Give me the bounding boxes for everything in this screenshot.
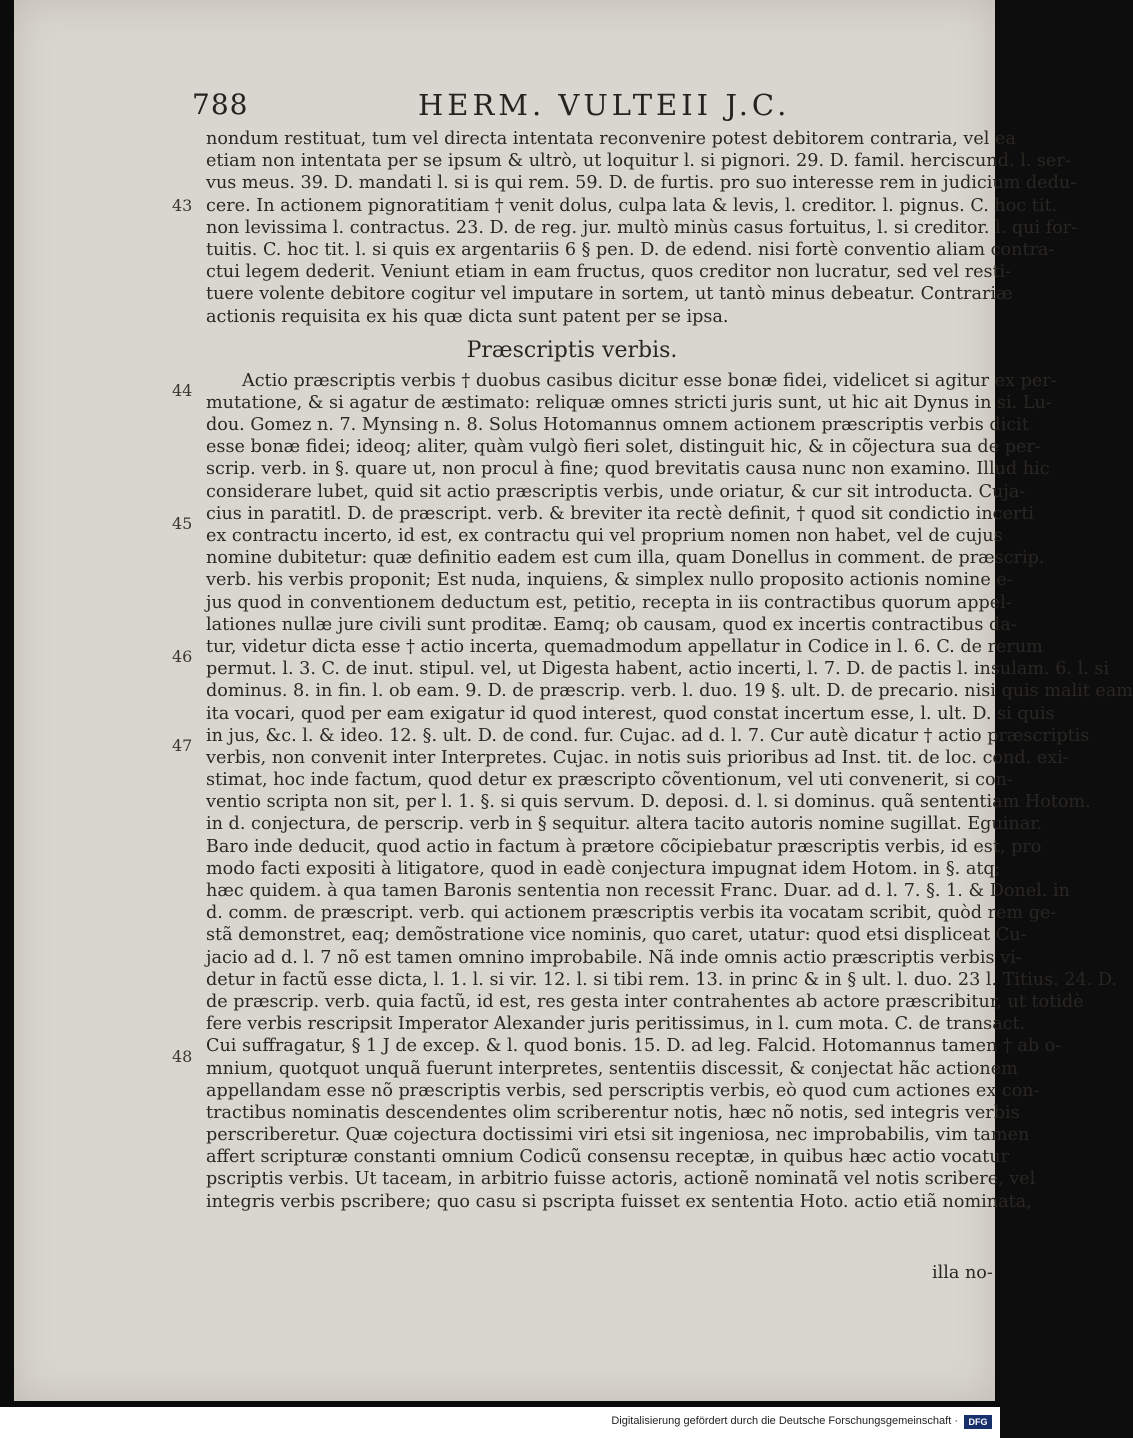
text-line: tractibus nominatis descendentes olim scriberentur notis, hæc nõ notis, sed integris verbis xyxy=(206,1102,1020,1123)
text-line: appellandam esse nõ præscriptis verbis, sed perscriptis verbis, eò quod cum actiones ex con- xyxy=(206,1080,1040,1101)
text-line: scrip. verb. in §. quare ut, non procul à fine; quod brevitatis causa nunc non examino. Illud hic xyxy=(206,459,1050,480)
text-line: in jus, &c. l. & ideo. 12. §. ult. D. de cond. fur. Cujac. ad d. l. 7. Cur autè dicatur † actio præscriptis xyxy=(206,725,1090,746)
text-line: stimat, hoc inde factum, quod detur ex præscripto cõventionum, vel uti convenerit, si con- xyxy=(206,770,1013,791)
text-line: de præscrip. verb. quia factũ, id est, res gesta inter contrahentes ab actore præscribitur, ut totidè xyxy=(206,991,1084,1012)
margin-number: 45 xyxy=(172,514,193,533)
text-line: perscriberetur. Quæ cojectura doctissimi viri etsi sit ingeniosa, nec improbabilis, vim tamen xyxy=(206,1125,1030,1146)
text-line: considerare lubet, quid sit actio præscriptis verbis, unde oriatur, & cur sit introducta. Cuja- xyxy=(206,481,1026,502)
text-line: nondum restituat, tum vel directa intentata reconvenire potest debitorem contraria, vel ea xyxy=(206,129,1016,149)
text-block-praescriptis-verbis xyxy=(206,370,1133,1213)
text-line: ventio scripta non sit, per l. 1. §. si quis servum. D. deposi. d. l. si dominus. quã sententiam Hotom. xyxy=(206,792,1091,813)
text-line: verb. his verbis proponit; Est nuda, inquiens, & simplex nullo proposito actionis nomine e- xyxy=(206,570,1013,591)
text-line: esse bonæ fidei; ideoq; aliter, quàm vulgò fieri solet, distinguit hic, & in cõjectura sua de per- xyxy=(206,437,1041,458)
text-line: Actio præscriptis verbis † duobus casibus dicitur esse bonæ fidei, videlicet si agitur ex per- xyxy=(242,370,1057,391)
text-line: tur, videtur dicta esse † actio incerta, quemadmodum appellatur in Codice in l. 6. C. de rerum xyxy=(206,636,1043,657)
text-line: permut. l. 3. C. de inut. stipul. vel, ut Digesta habent, actio incerti, l. 7. D. de pactis l. insulam. 6. l. si xyxy=(206,659,1110,680)
text-line: tuitis. C. hoc tit. l. si quis ex argentariis 6 § pen. D. de edend. nisi fortè conventio aliam contra- xyxy=(206,239,1055,260)
text-line: modo facti expositi à litigatore, quod in eadè conjectura impugnat idem Hotom. in §. atq; xyxy=(206,858,1001,879)
margin-number: 47 xyxy=(172,736,193,755)
text-line: actionis requisita ex his quæ dicta sunt patent per se ipsa. xyxy=(206,306,729,327)
section-heading: Præscriptis verbis. xyxy=(466,337,678,363)
text-line: lationes nullæ jure civili sunt proditæ. Eamq; ob causam, quod ex incertis contractibus da- xyxy=(206,614,1017,635)
page-header xyxy=(192,88,962,128)
text-line: in d. conjectura, de perscrip. verb in § sequitur. altera tacito autoris nomine sugillat. Eguinar. xyxy=(206,814,1043,835)
body-text xyxy=(172,128,1133,1213)
text-line: etiam non intentata per se ipsum & ultrò, ut loquitur l. si pignori. 29. D. famil. herciscund. l. ser- xyxy=(206,151,1071,172)
text-line: Cui suffragatur, § 1 J de excep. & l. quod bonis. 15. D. ad leg. Falcid. Hotomannus tamen † ab o- xyxy=(206,1036,1062,1057)
text-line: pscriptis verbis. Ut taceam, in arbitrio fuisse actoris, actionẽ nominatã vel notis scribere, vel xyxy=(206,1169,1036,1190)
text-line: ctui legem dederit. Veniunt etiam in eam fructus, quos creditor non lucratur, sed vel resti- xyxy=(206,262,1012,283)
text-line: fere verbis rescripsit Imperator Alexander juris peritissimus, in l. cum mota. C. de transact. xyxy=(206,1014,1026,1035)
footer-bar xyxy=(0,1407,1000,1438)
text-line: jacio ad d. l. 7 nõ est tamen omnino improbabile. Nã inde omnis actio præscriptis verbis vi- xyxy=(206,947,1022,968)
text-line: hæc quidem. à qua tamen Baronis sententia non recessit Franc. Duar. ad d. l. 7. §. 1. & Donel. in xyxy=(206,881,1070,901)
text-line: integris verbis pscribere; quo casu si pscripta fuisset ex sententia Hoto. actio etiã nominata, xyxy=(206,1191,1032,1212)
text-block-pignoratitia xyxy=(206,128,1078,328)
text-line: Baro inde deducit, quod actio in factum à prætore cõcipiebatur præscriptis verbis, id est, pro xyxy=(206,836,1042,857)
text-line: vus meus. 39. D. mandati l. si is qui rem. 59. D. de furtis. pro suo interesse rem in judicium dedu- xyxy=(206,173,1077,194)
text-line: mnium, quotquot unquã fuerunt interpretes, sententiis discessit, & conjectat hãc actionem xyxy=(206,1058,1018,1079)
text-line: jus quod in conventionem deductum est, petitio, recepta in iis contractibus quorum appel- xyxy=(206,592,1012,613)
margin-number: 46 xyxy=(172,647,193,666)
text-line: stã demonstret, eaq; demõstratione vice nominis, quo caret, utatur: quod etsi displiceat Cu- xyxy=(206,925,1027,946)
catchword: illa no- xyxy=(932,1263,993,1283)
dfg-logo: DFG xyxy=(964,1415,992,1429)
margin-number: 44 xyxy=(172,381,193,400)
text-line: detur in factũ esse dicta, l. 1. l. si vir. 12. l. si tibi rem. 13. in princ & in § ult. l. duo. 23 l. Titius. 24. D. xyxy=(206,969,1117,990)
text-line: tuere volente debitore cogitur vel imputare in sortem, ut tantò minus debeatur. Contrariæ xyxy=(206,284,1013,305)
margin-number: 43 xyxy=(172,195,193,215)
footer-credit: Digitalisierung gefördert durch die Deutsche Forschungsgemeinschaft · xyxy=(611,1415,958,1427)
text-line: verbis, non convenit inter Interpretes. Cujac. in notis suis prioribus ad Inst. tit. de loc. cond. exi- xyxy=(206,747,1069,768)
text-line: ita vocari, quod per eam exigatur id quod interest, quod constat incertum esse, l. ult. D. si quis xyxy=(206,703,1055,724)
text-line: d. comm. de præscript. verb. qui actionem præscriptis verbis ita vocatam scribit, quòd rem ge- xyxy=(206,903,1057,924)
text-line: cere. In actionem pignoratitiam † venit dolus, culpa lata & levis, l. creditor. l. pignus. C. hoc tit. xyxy=(206,195,1058,216)
text-line: cius in paratitl. D. de præscript. verb. & breviter ita rectè definit, † quod sit condictio incerti xyxy=(206,503,1035,524)
text-line: dominus. 8. in fin. l. ob eam. 9. D. de præscrip. verb. l. duo. 19 §. ult. D. de precario. nisi quis malit eam xyxy=(206,681,1133,702)
text-line: dou. Gomez n. 7. Mynsing n. 8. Solus Hotomannus omnem actionem præscriptis verbis dicit xyxy=(206,415,1029,436)
running-head: HERM. VULTEII J.C. xyxy=(418,88,791,122)
text-line: nomine dubitetur: quæ definitio eadem est cum illa, quam Donellus in comment. de præscrip. xyxy=(206,548,1045,569)
text-line: non levissima l. contractus. 23. D. de reg. jur. multò minùs casus fortuitus, l. si creditor. l. qui for- xyxy=(206,217,1078,238)
page-number: 788 xyxy=(192,88,249,121)
text-line: ex contractu incerto, id est, ex contractu qui vel proprium nomen non habet, vel de cujus xyxy=(206,526,1003,546)
margin-number: 48 xyxy=(172,1047,193,1066)
text-line: affert scripturæ constanti omnium Codicũ consensu receptæ, in quibus hæc actio vocatur xyxy=(206,1147,1009,1168)
text-line: mutatione, & si agatur de æstimato: reliquæ omnes stricti juris sunt, ut hic ait Dynus in si. Lu- xyxy=(206,392,1052,413)
